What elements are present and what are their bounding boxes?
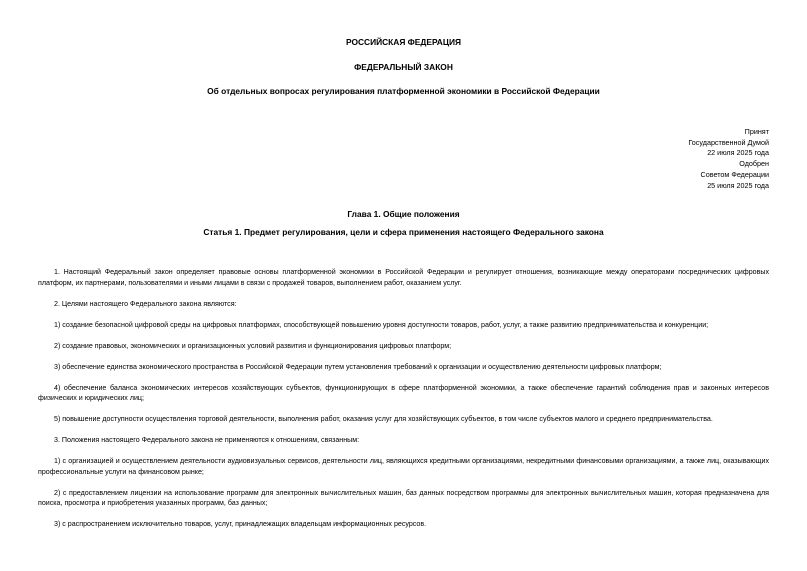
adoption-line: Советом Федерации <box>700 169 769 179</box>
law-type-heading: ФЕДЕРАЛЬНЫЙ ЗАКОН <box>354 62 453 72</box>
adoption-line: 22 июля 2025 года <box>707 148 769 158</box>
paragraph: 2. Целями настоящего Федерального закона являются: <box>54 299 237 308</box>
chapter-title: Глава 1. Общие положения <box>347 209 460 219</box>
adoption-line: Государственной Думой <box>688 137 769 147</box>
paragraph: 1) с организацией и осуществлением деятельности аудиовизуальных сервисов, деятельности лиц, являющихся кредитными организациями, некредитными финансовыми организациями, а также лиц, оказывающих профессиональные услуги на финансовом рынке; <box>38 457 769 476</box>
paragraph: 2) создание правовых, экономических и организационных условий развития и функционирования цифровых платформ; <box>54 341 452 350</box>
paragraph: 3. Положения настоящего Федерального закона не применяются к отношениям, связанным: <box>54 436 360 444</box>
article-body <box>38 267 769 540</box>
adoption-line: Принят <box>744 127 769 136</box>
paragraph: 3) с распространением исключительно товаров, услуг, принадлежащих владельцам информационных ресурсов. <box>54 520 427 528</box>
adoption-line: 25 июля 2025 года <box>707 180 769 190</box>
paragraph: 4) обеспечение баланса экономических интересов хозяйствующих субъектов, функционирующих в сфере платформенной экономики, а также обеспечение гарантий соблюдения прав и законных интересов физических и юридических лиц; <box>38 383 769 402</box>
paragraph: 3) обеспечение единства экономического пространства в Российской Федерации путем установления требований к организации и осуществлению деятельности цифровых платформ; <box>54 362 662 371</box>
adoption-line: Одобрен <box>739 159 769 169</box>
paragraph: 1. Настоящий Федеральный закон определяет правовые основы платформенной экономики в Российской Федерации и регулирует отношения, возникающие между операторами посреднических цифровых платформ, их партнерами, пользователями и иными лицами в связи с продажей товаров, выполнением работ, оказанием услуг. <box>38 268 769 287</box>
law-title: Об отдельных вопросах регулирования платформенной экономики в Российской Федерации <box>207 86 600 96</box>
adoption-block <box>688 127 769 191</box>
article-title: Статья 1. Предмет регулирования, цели и сфера применения настоящего Федерального закона <box>203 227 604 237</box>
paragraph: 5) повышение доступности осуществления торговой деятельности, выполнения работ, оказания услуг для хозяйствующих субъектов, в том числе субъектов малого и среднего предпринимательства. <box>54 415 713 423</box>
paragraph: 1) создание безопасной цифровой среды на цифровых платформах, способствующей повышению уровня доступности товаров, работ, услуг, а также развитию предпринимательства и конкуренции; <box>54 320 709 329</box>
country-heading: РОССИЙСКАЯ ФЕДЕРАЦИЯ <box>345 37 462 47</box>
paragraph: 2) с предоставлением лицензии на использование программ для электронных вычислительных машин, баз данных посредством программы для электронных вычислительных машин, которая предназначена для поиска, просмотра и приобретения указанных программ, баз данных; <box>38 488 769 507</box>
